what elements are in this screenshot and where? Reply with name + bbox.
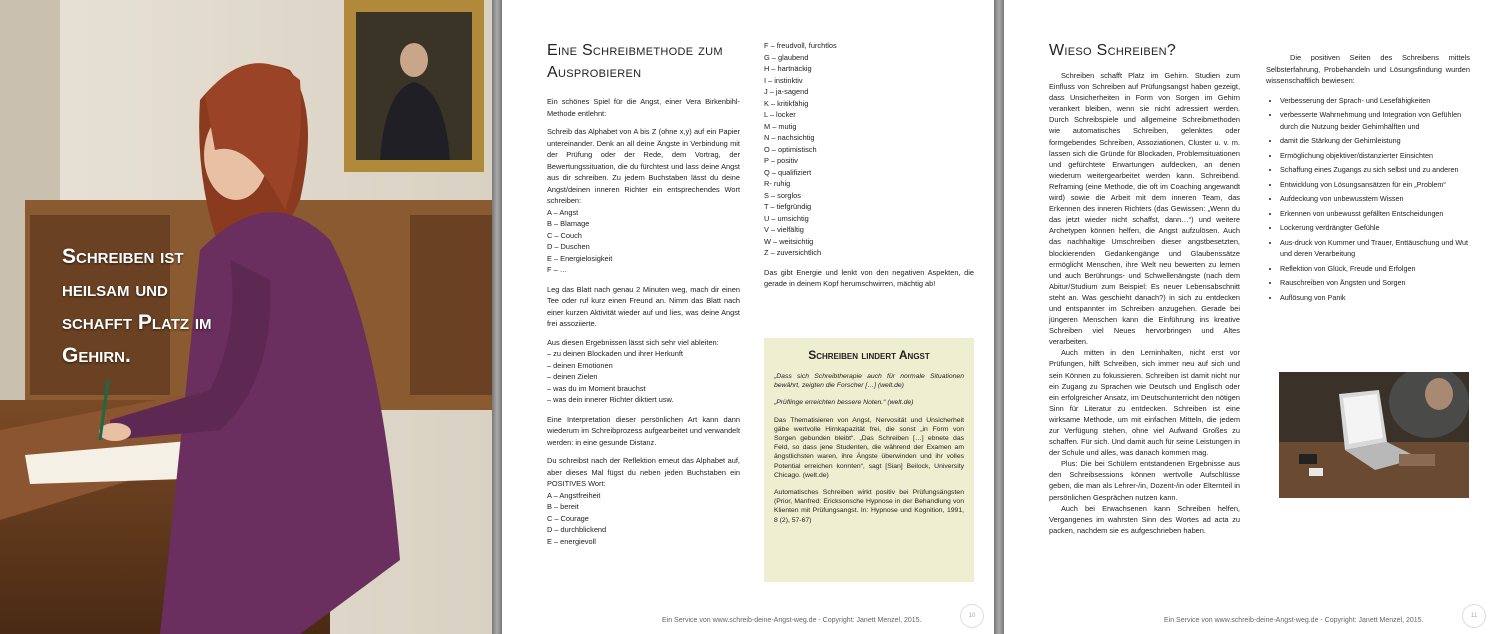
paragraph: Leg das Blatt nach genau 2 Minuten weg, mach dir einen Tee oder ruf kurz einen Freund an. Nimm das Blatt nach einer kurzen Aktivität wieder auf und lies, was deine Angst frei assoziierte. [547, 284, 740, 328]
positive-alphabet-list [547, 490, 740, 548]
quote: „Prüflinge erreichten bessere Noten.“ (welt.de) [774, 399, 914, 407]
right-column [764, 40, 974, 290]
list-item: V – vielfältig [764, 225, 804, 234]
photo-heading [62, 240, 282, 372]
list-item: • Auflösung von Panik [1280, 292, 1470, 304]
photo-heading-line: heilsam und [62, 278, 168, 301]
list-item: L – locker [764, 110, 796, 119]
paragraph: Schreiben schafft Platz im Gehirn. Studien zum Einfluss von Schreiben auf Prüfungsangst haben gezeigt, dass Unsicherheiten in Form von Sorgen im Gehirn verankert bleiben, wenn sie nicht adressiert werden. Durch Schreibspiele und allgemeine Schreibmethoden wie automatisches Schreiben, gelenktes oder formgebendes Schreiben, Assoziationen, Cluster u. v. m. lassen sich die Gründe für Blockaden, Problemsituationen und gefürchtete Erwartungen aufdecken, an denen wiederum weitergearbeitet werden kann. Schreibend. Reframing (eine Methode, die oft im Coaching angewandt wird) sowie die Arbeit mit dem inneren Team, das Erkennen des inneren Richters (das Gewissen: „Wenn du das jetzt wieder nicht schaffst, dann…“) und weitere Archetypen können helfen, die Angst aufzulösen. Auch das nachhaltige Umschreiben dieser angstbesetzten, blockierenden Gedankengänge und Glaubenssätze ermöglicht Menschen, ihre Welt neu bewerten zu lernen und auch Berührungs- und Schwellenängste (nach dem Abitur/Studium zum Beispiel: Es neuer Lebensabschnitt steht an. Was geschieht danach?) in sich zu entdecken und entspannter im Schreiben anzugehen. Gerade bei jüngeren Menschen kann die Einführung ins kreative Schreiben viel Neues hervorbringen und Altes verarbeiten. [1049, 71, 1240, 347]
photo-heading-line: schafft Platz im [62, 311, 212, 334]
list-item: J – ja-sagend [764, 87, 809, 96]
benefits-intro: Die positiven Seiten des Schreibens mittels Selbsterfahrung, Probehandeln und Lösungsfindung wurden wissenschaftlich bewiesen: [1266, 53, 1470, 85]
list-item: Z – zuversichtlich [764, 248, 822, 257]
paragraph: Auch mitten in den Lerninhalten, nicht erst vor Prüfungen, hilft Schreiben, sich immer neu auf sich und sein Können zu fokussieren. Schreiben ist damit nicht nur ein Zugang zu Sprachen wie Deutsch und Englisch oder ein erfolgreicher Ansatz, im Deutschunterricht den nötigen Sinn für Literatur zu entdecken. Schreiben ist eine wirksame Methode, um mit einfachen Mitteln, die jedem zur Verfügung stehen, ohne viel Aufwand Großes zu schaffen. Für sich. Und damit auch für seine Leistungen in der Schule und alles, was danach kommen mag. [1049, 348, 1240, 458]
list-item: F – … [547, 265, 568, 274]
list-item: C – Couch [547, 230, 582, 240]
page-number: 11 [1462, 604, 1486, 628]
list-item: B – Blamage [547, 219, 590, 228]
list-item: • Aufdeckung von unbewusstem Wissen [1280, 193, 1470, 205]
list-item: • Aus-druck von Kummer und Trauer, Enttäuschung und Wut und deren Verarbeitung [1280, 237, 1470, 260]
paragraph: Ein schönes Spiel für die Angst, einer Vera Birkenbihl-Methode entlehnt: [547, 97, 740, 118]
list-item: – was du im Moment brauchst [547, 383, 646, 393]
paragraph: Plus: Die bei Schülern entstandenen Ergebnisse aus den Schreibsessions können wertvolle Aufschlüsse geben, die man als Lehrer-/in, Dozent-/in oder Elternteil in persönlichen Gesprächen nutzen kann. [1049, 459, 1240, 502]
list-item: • Erkennen von unbewusst gefällten Entscheidungen [1280, 208, 1470, 220]
page-footer: Ein Service von www.schreib-deine-Angst-weg.de - Copyright: Janett Menzel, 2015. [1164, 617, 1424, 624]
list-item: U – umsichtig [764, 213, 809, 223]
paragraph: Automatisches Schreiben wirkt positiv bei Prüfungsängsten (Prior, Manfred: Ericksonsche Hypnose in der Behandlung von Klienten mit Prüfungsangst. In: Hypnose und Kognition, 1991, 8 (2), 57-67) [774, 489, 964, 524]
negative-alphabet-list [547, 207, 740, 276]
page-11 [1004, 0, 1498, 634]
list-item: A – Angst [547, 207, 579, 217]
derivation-list [547, 348, 740, 406]
section-title-line: Ausprobieren [547, 64, 642, 81]
laptop-photo [1279, 372, 1469, 498]
closing-paragraph: Das gibt Energie und lenkt von den negativen Aspekten, die gerade in deinem Kopf herumschwirren, mächtig ab! [764, 267, 974, 288]
section-title [547, 40, 757, 84]
list-item: F – freudvoll, furchtlos [764, 41, 837, 50]
list-item: P – positiv [764, 156, 798, 165]
list-item: • Schaffung eines Zugangs zu sich selbst und zu anderen [1280, 164, 1470, 176]
list-item: – was dein innerer Richter diktiert usw. [547, 395, 674, 404]
section-title: Wieso Schreiben? [1049, 42, 1177, 59]
list-item: E – Energielosigkeit [547, 253, 613, 263]
list-item: C – Courage [547, 513, 589, 523]
list-item: S – sorglos [764, 190, 801, 200]
positive-alphabet-list-continued [764, 40, 974, 259]
list-item: • Ermöglichung objektiver/distanzierter Einsichten [1280, 150, 1470, 162]
paragraph: Auch bei Erwachsenen kann Schreiben helfen, Vergangenes im wahrsten Sinn des Wortes ad acta zu packen, nachdem sie es aufgeschrieben haben. [1049, 503, 1240, 535]
list-item: – deinen Emotionen [547, 360, 613, 370]
list-item: • Rauschreiben von Ängsten und Sorgen [1280, 277, 1470, 289]
paragraph: Du schreibst nach der Reflektion erneut das Alphabet auf, aber dieses Mal fügst du neben jeden Buchstaben ein POSITIVES Wort: [547, 456, 740, 488]
photo-heading-line: Gehirn. [62, 344, 131, 367]
list-item: • Lockerung verdrängter Gefühle [1280, 222, 1470, 234]
list-item: • verbesserte Wahrnehmung und Integration von Gefühlen durch die Nutzung beider Gehirnhälften und [1280, 109, 1470, 132]
list-item: E – energievoll [547, 536, 596, 546]
list-item: M – mutig [764, 121, 797, 131]
list-item: N – nachsichtig [764, 133, 815, 142]
list-item: O – optimistisch [764, 144, 817, 154]
list-item: – zu deinen Blockaden und ihrer Herkunft [547, 349, 683, 358]
info-box [764, 338, 974, 582]
list-item: H – hartnäckig [764, 64, 812, 73]
list-item: A – Angstfreiheit [547, 490, 601, 500]
page-footer: Ein Service von www.schreib-deine-Angst-weg.de - Copyright: Janett Menzel, 2015. [662, 617, 922, 624]
quote: „Dass sich Schreibtherapie auch für normale Situationen bewährt, zeigten die Forscher […] (welt.de) [774, 373, 964, 390]
list-item: D – durchblickend [547, 525, 607, 534]
left-column [1049, 70, 1240, 536]
list-item: B – bereit [547, 502, 579, 511]
list-item: I – instinktiv [764, 75, 803, 85]
list-item: D – Duschen [547, 242, 590, 251]
page-gutter [994, 0, 1004, 634]
paragraph: Schreib das Alphabet von A bis Z (ohne x,y) auf ein Papier untereinander. Denk an all deine Ängste in Verbindung mit der Prüfung oder der Rede, dem Vortrag, der Bewertungssituation, die du fürchtest und lass deine Angst aus dir schreiben. Zu jedem Buchstaben lässt du deine Angst/deinen inneren Richter ein entsprechendes Wort schreiben: [547, 127, 740, 205]
list-item: T – tiefgründig [764, 202, 812, 211]
page-gutter [492, 0, 502, 634]
list-item: • Verbesserung der Sprach- und Lesefähigkeiten [1280, 95, 1470, 107]
list-item: • Entwicklung von Lösungsansätzen für ein „Problem“ [1280, 179, 1470, 191]
photo-page [0, 0, 492, 634]
list-item: W – weitsichtig [764, 236, 814, 246]
page-10 [502, 0, 994, 634]
list-item: • Reflektion von Glück, Freude und Erfolgen [1280, 263, 1470, 275]
list-item: K – kritikfähig [764, 98, 809, 108]
paragraph: Das Thematisieren von Angst, Nervosität und Unsicherheit gäbe wertvolle Hirnkapazität frei, die sonst „in Form von Sorgen gebunden bleibt“. „Das Schreiben […] ebnete das Feld, so dass jene Studenten, die während der Examen am ängstlichsten waren, ihre Ängste überwinden und ihr volles Potential erreichen konnten“, sagt [Sian] Beilock, University Chicago. (welt.de) [774, 416, 964, 479]
photo-heading-line: Schreiben ist [62, 245, 184, 268]
page-number: 10 [960, 604, 984, 628]
benefits-list [1266, 95, 1470, 304]
paragraph: Aus diesen Ergebnissen lässt sich sehr viel ableiten: [547, 337, 719, 347]
left-column [547, 96, 740, 547]
list-item: – deinen Zielen [547, 372, 598, 381]
right-column [1266, 52, 1470, 306]
list-item: • damit die Stärkung der Gehirnleistung [1280, 135, 1470, 147]
list-item: R- ruhig [764, 179, 791, 188]
list-item: G – glaubend [764, 52, 809, 62]
section-title-line: Eine Schreibmethode zum [547, 42, 723, 59]
list-item: Q – qualifiziert [764, 167, 812, 177]
paragraph: Eine Interpretation dieser persönlichen Art kann dann wiederum im Schreibprozess aufgearbeitet und verwandelt werden: in eine gesunde Distanz. [547, 414, 740, 447]
info-box-title: Schreiben lindert Angst [808, 348, 930, 362]
